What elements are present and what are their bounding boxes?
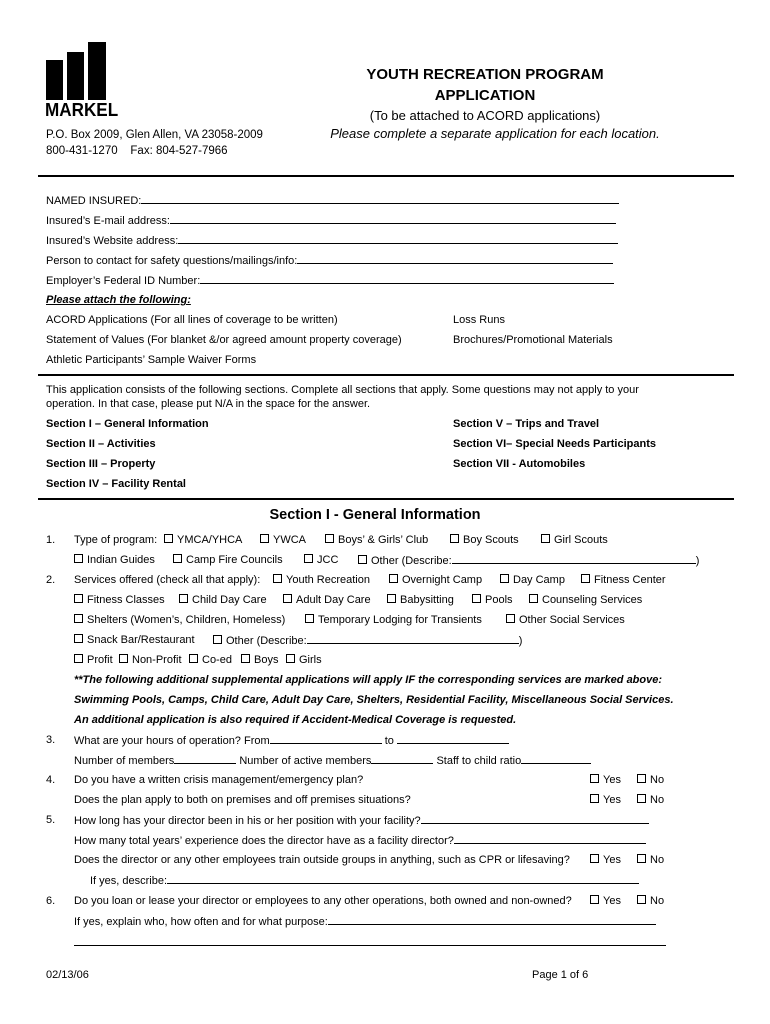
q5-no[interactable]: No: [637, 853, 664, 867]
q2-label: Services offered (check all that apply):: [74, 574, 261, 586]
q5-text-4: If yes, describe:: [90, 875, 168, 887]
q3-hours-label: What are your hours of operation? From: [74, 735, 270, 747]
q6-number: 6.: [46, 895, 56, 907]
q1-opt-ywca[interactable]: YWCA: [260, 533, 306, 547]
checkbox-icon[interactable]: [74, 614, 83, 623]
website-field[interactable]: [178, 233, 618, 244]
section-list-4: Section IV – Facility Rental: [46, 478, 186, 490]
q4-yes-1[interactable]: Yes: [590, 773, 621, 787]
markel-logo: [45, 42, 119, 120]
q5-text-1: How long has your director been in his or her position with your facility?: [74, 815, 421, 827]
q5-row-4: [90, 873, 639, 888]
email-label: Insured’s E-mail address:: [46, 215, 170, 227]
q1-opt-boys-girls-club[interactable]: Boys’ & Girls’ Club: [325, 533, 428, 547]
checkbox-icon[interactable]: [241, 654, 250, 663]
checkbox-icon[interactable]: [189, 654, 198, 663]
q2-opt-overnight-camp[interactable]: Overnight Camp: [389, 573, 482, 587]
q1-opt-other[interactable]: Other (Describe: ): [358, 553, 699, 568]
q3-active-label: Number of active members: [239, 755, 372, 767]
named-insured-label: NAMED INSURED:: [46, 195, 142, 207]
q3-to-field[interactable]: [397, 733, 509, 744]
checkbox-icon[interactable]: [387, 594, 396, 603]
q4-text-2: Does the plan apply to both on premises and off premises situations?: [74, 794, 411, 806]
checkbox-icon[interactable]: [304, 554, 313, 563]
checkbox-icon[interactable]: [529, 594, 538, 603]
q3-members-field[interactable]: [174, 753, 236, 764]
q2-opt-other[interactable]: Other (Describe: ): [213, 633, 522, 648]
q5-text-3: Does the director or any other employees train outside groups in anything, such as CPR or lifesaving?: [74, 854, 570, 866]
sections-intro-line2: operation. In that case, please put N/A in the space for the answer.: [46, 398, 371, 410]
checkbox-icon[interactable]: [74, 594, 83, 603]
q4-no-1[interactable]: No: [637, 773, 664, 787]
checkbox-icon[interactable]: [283, 594, 292, 603]
section1-heading: Section I - General Information: [269, 507, 481, 523]
q1-number: 1.: [46, 534, 56, 546]
checkbox-icon[interactable]: [637, 774, 646, 783]
named-insured-row: [46, 193, 619, 208]
checkbox-icon[interactable]: [637, 895, 646, 904]
website-label: Insured’s Website address:: [46, 235, 179, 247]
q6-text-1: Do you loan or lease your director or employees to any other operations, both owned and non-owned?: [74, 895, 572, 907]
q2-opt-co-ed[interactable]: Co-ed: [189, 653, 232, 667]
q5-yes[interactable]: Yes: [590, 853, 621, 867]
insured-rule: [38, 374, 734, 376]
checkbox-icon[interactable]: [590, 854, 599, 863]
q1-opt-boy-scouts[interactable]: Boy Scouts: [450, 533, 519, 547]
q3-number: 3.: [46, 734, 56, 746]
footer-date: 02/13/06: [46, 969, 89, 981]
section-list-2: Section II – Activities: [46, 438, 156, 450]
q3-hours-row: [74, 733, 509, 748]
checkbox-icon[interactable]: [119, 654, 128, 663]
checkbox-icon[interactable]: [472, 594, 481, 603]
q1-opt-girl-scouts[interactable]: Girl Scouts: [541, 533, 608, 547]
q3-members-row: [74, 753, 591, 768]
q1-label: Type of program:: [74, 534, 158, 546]
q3-to-label: to: [384, 735, 394, 747]
checkbox-icon[interactable]: [74, 654, 83, 663]
named-insured-field[interactable]: [141, 193, 619, 204]
q2-opt-fitness-classes[interactable]: Fitness Classes: [74, 593, 165, 607]
website-row: [46, 233, 618, 248]
attach-heading: Please attach the following:: [46, 294, 191, 306]
q2-opt-non-profit[interactable]: Non-Profit: [119, 653, 182, 667]
q6-yes[interactable]: Yes: [590, 894, 621, 908]
attach-loss-runs: Loss Runs: [453, 314, 505, 326]
q2-opt-counseling[interactable]: Counseling Services: [529, 593, 642, 607]
q4-yes-2[interactable]: Yes: [590, 793, 621, 807]
checkbox-icon[interactable]: [500, 574, 509, 583]
attach-acord: ACORD Applications (For all lines of coverage to be written): [46, 314, 338, 326]
section-list-7: Section VII - Automobiles: [453, 458, 586, 470]
q1-opt-ymca[interactable]: YMCA/YHCA: [164, 533, 242, 547]
q2-opt-day-camp[interactable]: Day Camp: [500, 573, 565, 587]
q3-from-field[interactable]: [270, 733, 382, 744]
header-rule: [38, 175, 734, 177]
contact-row: [46, 253, 613, 268]
checkbox-icon[interactable]: [637, 794, 646, 803]
company-address: P.O. Box 2009, Glen Allen, VA 23058-2009: [46, 129, 263, 141]
checkbox-icon[interactable]: [358, 555, 367, 564]
q2-opt-youth-recreation[interactable]: Youth Recreation: [273, 573, 370, 587]
q2-opt-fitness-center[interactable]: Fitness Center: [581, 573, 666, 587]
q5-field-2[interactable]: [454, 833, 646, 844]
checkbox-icon[interactable]: [450, 534, 459, 543]
q4-number: 4.: [46, 774, 56, 786]
q5-row-1: [74, 813, 649, 828]
form-instruction: Please complete a separate application for each location.: [330, 126, 660, 141]
attach-brochures: Brochures/Promotional Materials: [453, 334, 613, 346]
logo-text: MARKEL: [45, 100, 119, 120]
email-field[interactable]: [170, 213, 616, 224]
form-title-line2: APPLICATION: [434, 87, 536, 104]
section-list-6: Section VI– Special Needs Participants: [453, 438, 656, 450]
checkbox-icon[interactable]: [213, 635, 222, 644]
q4-text-1: Do you have a written crisis management/emergency plan?: [74, 774, 364, 786]
q2-number: 2.: [46, 574, 56, 586]
q2-note-1: **The following additional supplemental applications will apply IF the corresponding services are marked above:: [74, 674, 663, 686]
email-row: [46, 213, 616, 228]
q6-no[interactable]: No: [637, 894, 664, 908]
checkbox-icon[interactable]: [325, 534, 334, 543]
checkbox-icon[interactable]: [273, 574, 282, 583]
checkbox-icon[interactable]: [173, 554, 182, 563]
attach-waiver-forms: Athletic Participants’ Sample Waiver Forms: [46, 354, 257, 366]
q2-opt-boys[interactable]: Boys: [241, 653, 278, 667]
q2-opt-temporary-lodging[interactable]: Temporary Lodging for Transients: [305, 613, 482, 627]
checkbox-icon[interactable]: [164, 534, 173, 543]
company-phone-fax: 800-431-1270 Fax: 804-527-7966: [46, 145, 228, 157]
checkbox-icon[interactable]: [305, 614, 314, 623]
q2-opt-pools[interactable]: Pools: [472, 593, 513, 607]
q2-opt-child-day-care[interactable]: Child Day Care: [179, 593, 267, 607]
q5-field-4[interactable]: [167, 873, 639, 884]
checkbox-icon[interactable]: [286, 654, 295, 663]
q2-opt-other-social[interactable]: Other Social Services: [506, 613, 625, 627]
checkbox-icon[interactable]: [389, 574, 398, 583]
q6-field-3[interactable]: [74, 945, 666, 946]
q5-text-2: How many total years’ experience does the director have as a facility director?: [74, 835, 454, 847]
q2-other-field[interactable]: [307, 633, 519, 644]
q2-opt-babysitting[interactable]: Babysitting: [387, 593, 454, 607]
q3-members-label: Number of members: [74, 755, 175, 767]
checkbox-icon[interactable]: [74, 554, 83, 563]
checkbox-icon[interactable]: [260, 534, 269, 543]
fein-label: Employer’s Federal ID Number:: [46, 275, 201, 287]
form-subtitle: (To be attached to ACORD applications): [369, 108, 601, 123]
fein-field[interactable]: [200, 273, 614, 284]
q6-text-2: If yes, explain who, how often and for what purpose:: [74, 916, 328, 928]
contact-field[interactable]: [297, 253, 613, 264]
q3-ratio-field[interactable]: [521, 753, 591, 764]
q2-opt-shelters[interactable]: Shelters (Women’s, Children, Homeless): [74, 613, 285, 627]
checkbox-icon[interactable]: [506, 614, 515, 623]
q4-no-2[interactable]: No: [637, 793, 664, 807]
q6-field-2[interactable]: [328, 914, 656, 925]
q6-row-2: [74, 914, 656, 929]
checkbox-icon[interactable]: [581, 574, 590, 583]
checkbox-icon[interactable]: [74, 634, 83, 643]
q1-other-field[interactable]: [452, 553, 696, 564]
sections-intro-line1: This application consists of the following sections. Complete all sections that apply. Some questions may not apply to your: [46, 384, 639, 396]
q2-note-3: An additional application is also required if Accident-Medical Coverage is requested.: [74, 714, 517, 726]
q2-opt-profit[interactable]: Profit: [74, 653, 113, 667]
fein-row: [46, 273, 614, 288]
q5-row-2: [74, 833, 646, 848]
attach-statement-values: Statement of Values (For blanket &/or agreed amount property coverage): [46, 334, 402, 346]
footer-page-number: Page 1 of 6: [532, 969, 589, 981]
checkbox-icon[interactable]: [179, 594, 188, 603]
q2-opt-adult-day-care[interactable]: Adult Day Care: [283, 593, 371, 607]
section-list-5: Section V – Trips and Travel: [453, 418, 600, 430]
q2-note-2: Swimming Pools, Camps, Child Care, Adult Day Care, Shelters, Residential Facility, Miscellaneous Social Services.: [74, 694, 674, 706]
q1-opt-indian-guides[interactable]: Indian Guides: [74, 553, 155, 567]
q1-opt-camp-fire[interactable]: Camp Fire Councils: [173, 553, 283, 567]
sections-rule: [38, 498, 734, 500]
q5-number: 5.: [46, 814, 56, 826]
checkbox-icon[interactable]: [590, 794, 599, 803]
q2-opt-girls[interactable]: Girls: [286, 653, 322, 667]
form-title-line1: YOUTH RECREATION PROGRAM: [366, 66, 604, 83]
section-list-1: Section I – General Information: [46, 418, 209, 430]
q2-opt-snack-bar[interactable]: Snack Bar/Restaurant: [74, 633, 195, 647]
q3-active-field[interactable]: [371, 753, 433, 764]
q3-ratio-label: Staff to child ratio: [436, 755, 522, 767]
q1-opt-jcc[interactable]: JCC: [304, 553, 338, 567]
contact-label: Person to contact for safety questions/mailings/info:: [46, 255, 298, 267]
checkbox-icon[interactable]: [590, 774, 599, 783]
checkbox-icon[interactable]: [637, 854, 646, 863]
checkbox-icon[interactable]: [541, 534, 550, 543]
q5-field-1[interactable]: [421, 813, 649, 824]
section-list-3: Section III – Property: [46, 458, 156, 470]
checkbox-icon[interactable]: [590, 895, 599, 904]
